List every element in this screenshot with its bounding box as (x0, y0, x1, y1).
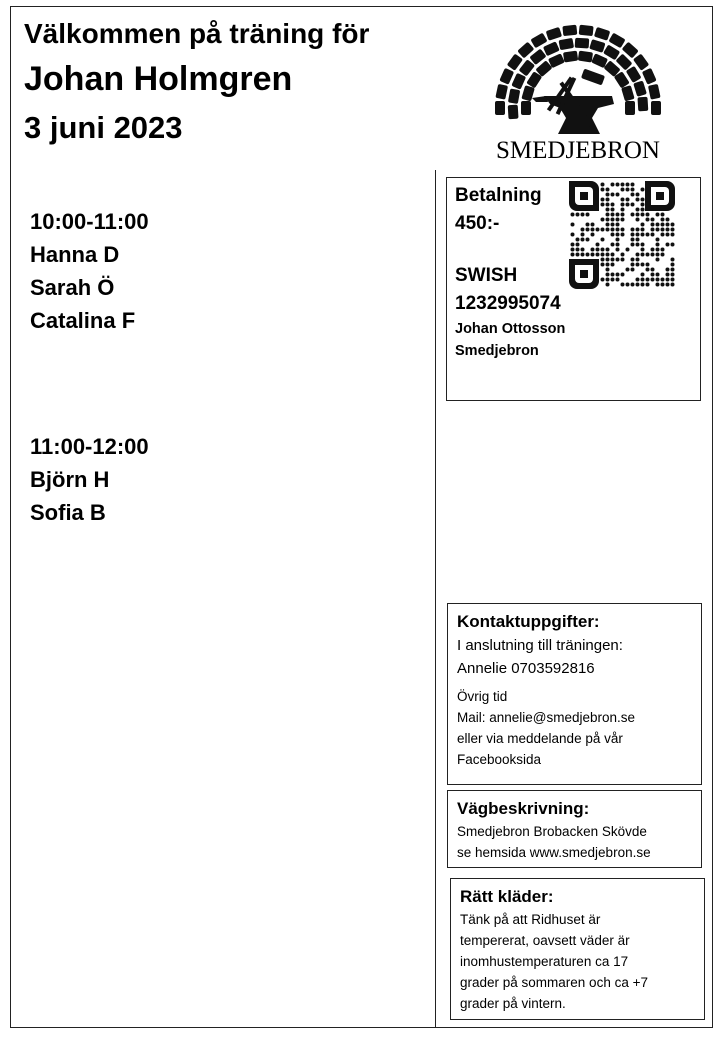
clothes-box (450, 878, 705, 1020)
slot-time: 11:00-12:00 (30, 434, 149, 459)
contact-mail[interactable]: Mail: annelie@smedjebron.se (457, 710, 636, 725)
payment-label: Betalning (455, 185, 542, 206)
clothes-title: Rätt kläder: (460, 887, 554, 906)
clothes-line: Tänk på att Ridhuset är (460, 912, 601, 927)
column-divider (435, 170, 436, 1028)
swish-label: SWISH (455, 265, 518, 286)
slot-time: 10:00-11:00 (30, 209, 149, 234)
clothes-line: grader på vintern. (460, 996, 566, 1011)
contact-line: eller via meddelande på vår (457, 731, 623, 746)
directions-website[interactable]: se hemsida www.smedjebron.se (457, 845, 651, 860)
welcome-heading: Välkommen på träning för (24, 18, 370, 49)
contact-other-label: Övrig tid (457, 689, 508, 704)
smedjebron-logo (462, 16, 694, 166)
directions-line: Smedjebron Brobacken Skövde (457, 824, 647, 839)
swish-number: 1232995074 (455, 293, 561, 314)
contact-line: Facebooksida (457, 752, 542, 767)
schedule-slot-2 (30, 430, 149, 529)
swish-qr-code-icon[interactable] (569, 181, 675, 289)
swish-org: Smedjebron (455, 343, 539, 359)
participant: Hanna D (30, 242, 120, 267)
schedule-slot-1 (30, 205, 149, 337)
contact-box (447, 603, 702, 785)
swish-recipient: Johan Ottosson (455, 321, 566, 337)
participant: Sarah Ö (30, 275, 115, 300)
participant: Björn H (30, 467, 110, 492)
directions-box (447, 790, 702, 868)
payment-amount: 450:- (455, 213, 500, 234)
participant: Catalina F (30, 308, 136, 333)
clothes-line: tempererat, oavsett väder är (460, 933, 630, 948)
contact-title: Kontaktuppgifter: (457, 612, 600, 631)
participant: Sofia B (30, 500, 106, 525)
contact-line: I anslutning till träningen: (457, 637, 623, 654)
payment-box (446, 177, 701, 401)
trainer-name: Johan Holmgren (24, 60, 293, 98)
anvil-hammer-arch-icon (462, 16, 694, 166)
directions-title: Vägbeskrivning: (457, 799, 590, 818)
clothes-line: inomhustemperaturen ca 17 (460, 954, 629, 969)
event-date: 3 juni 2023 (24, 110, 183, 145)
clothes-line: grader på sommaren och ca +7 (460, 975, 648, 990)
logo-text: SMEDJEBRON (496, 137, 660, 164)
contact-phone: Annelie 0703592816 (457, 660, 595, 677)
